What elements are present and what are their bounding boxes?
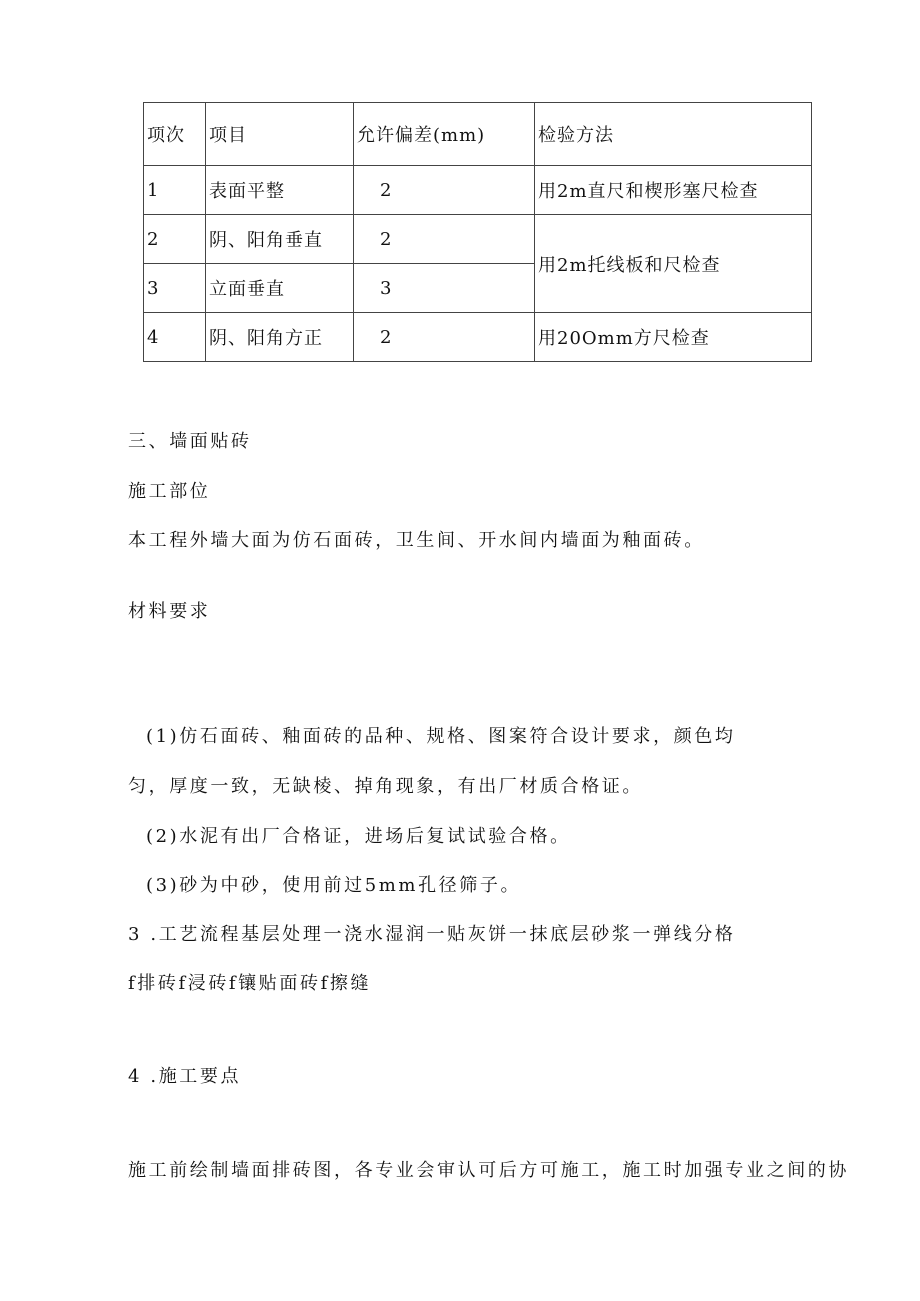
- requirement-1-line-1: (1)仿石面砖、釉面砖的品种、规格、图案符合设计要求，颜色均: [146, 726, 736, 747]
- row-method-merged: 用2m托线板和尺检查: [535, 215, 812, 313]
- table-header-row: [144, 103, 812, 166]
- table-row: [144, 166, 812, 215]
- row-method: 用20Omm方尺检查: [535, 313, 812, 362]
- header-item: 项目: [206, 103, 354, 166]
- material-title: 材料要求: [128, 601, 211, 622]
- row-tolerance: 3: [354, 264, 535, 313]
- requirement-2: (2)水泥有出厂合格证，进场后复试试验合格。: [146, 826, 571, 847]
- section-title: 三、墙面贴砖: [128, 431, 252, 452]
- row-no: 1: [144, 166, 206, 215]
- process-line-1: 3 .工艺流程基层处理一浇水湿润一贴灰饼一抹底层砂浆一弹线分格: [128, 924, 736, 945]
- table-row: [144, 313, 812, 362]
- requirement-1-line-2: 匀，厚度一致，无缺棱、掉角现象，有出厂材质合格证。: [128, 776, 643, 797]
- requirement-3: (3)砂为中砂，使用前过5mm孔径筛子。: [146, 875, 522, 896]
- row-tolerance: 2: [354, 313, 535, 362]
- location-title: 施工部位: [128, 481, 211, 502]
- location-body: 本工程外墙大面为仿石面砖，卫生间、开水间内墙面为釉面砖。: [128, 530, 705, 551]
- header-method: 检验方法: [535, 103, 812, 166]
- tolerance-table: [143, 102, 812, 362]
- row-item: 立面垂直: [206, 264, 354, 313]
- process-line-2: f排砖f浸砖f镶贴面砖f擦缝: [128, 973, 372, 994]
- row-item: 表面平整: [206, 166, 354, 215]
- header-no: 项次: [144, 103, 206, 166]
- row-no: 4: [144, 313, 206, 362]
- points-title: 4 .施工要点: [128, 1066, 242, 1087]
- row-item: 阴、阳角方正: [206, 313, 354, 362]
- row-tolerance: 2: [354, 166, 535, 215]
- row-no: 3: [144, 264, 206, 313]
- row-item: 阴、阳角垂直: [206, 215, 354, 264]
- table-row: [144, 215, 812, 264]
- row-no: 2: [144, 215, 206, 264]
- row-tolerance: 2: [354, 215, 535, 264]
- header-tolerance: 允许偏差(mm): [354, 103, 535, 166]
- row-method: 用2m直尺和楔形塞尺检查: [535, 166, 812, 215]
- points-body: 施工前绘制墙面排砖图，各专业会审认可后方可施工，施工时加强专业之间的协: [128, 1160, 849, 1181]
